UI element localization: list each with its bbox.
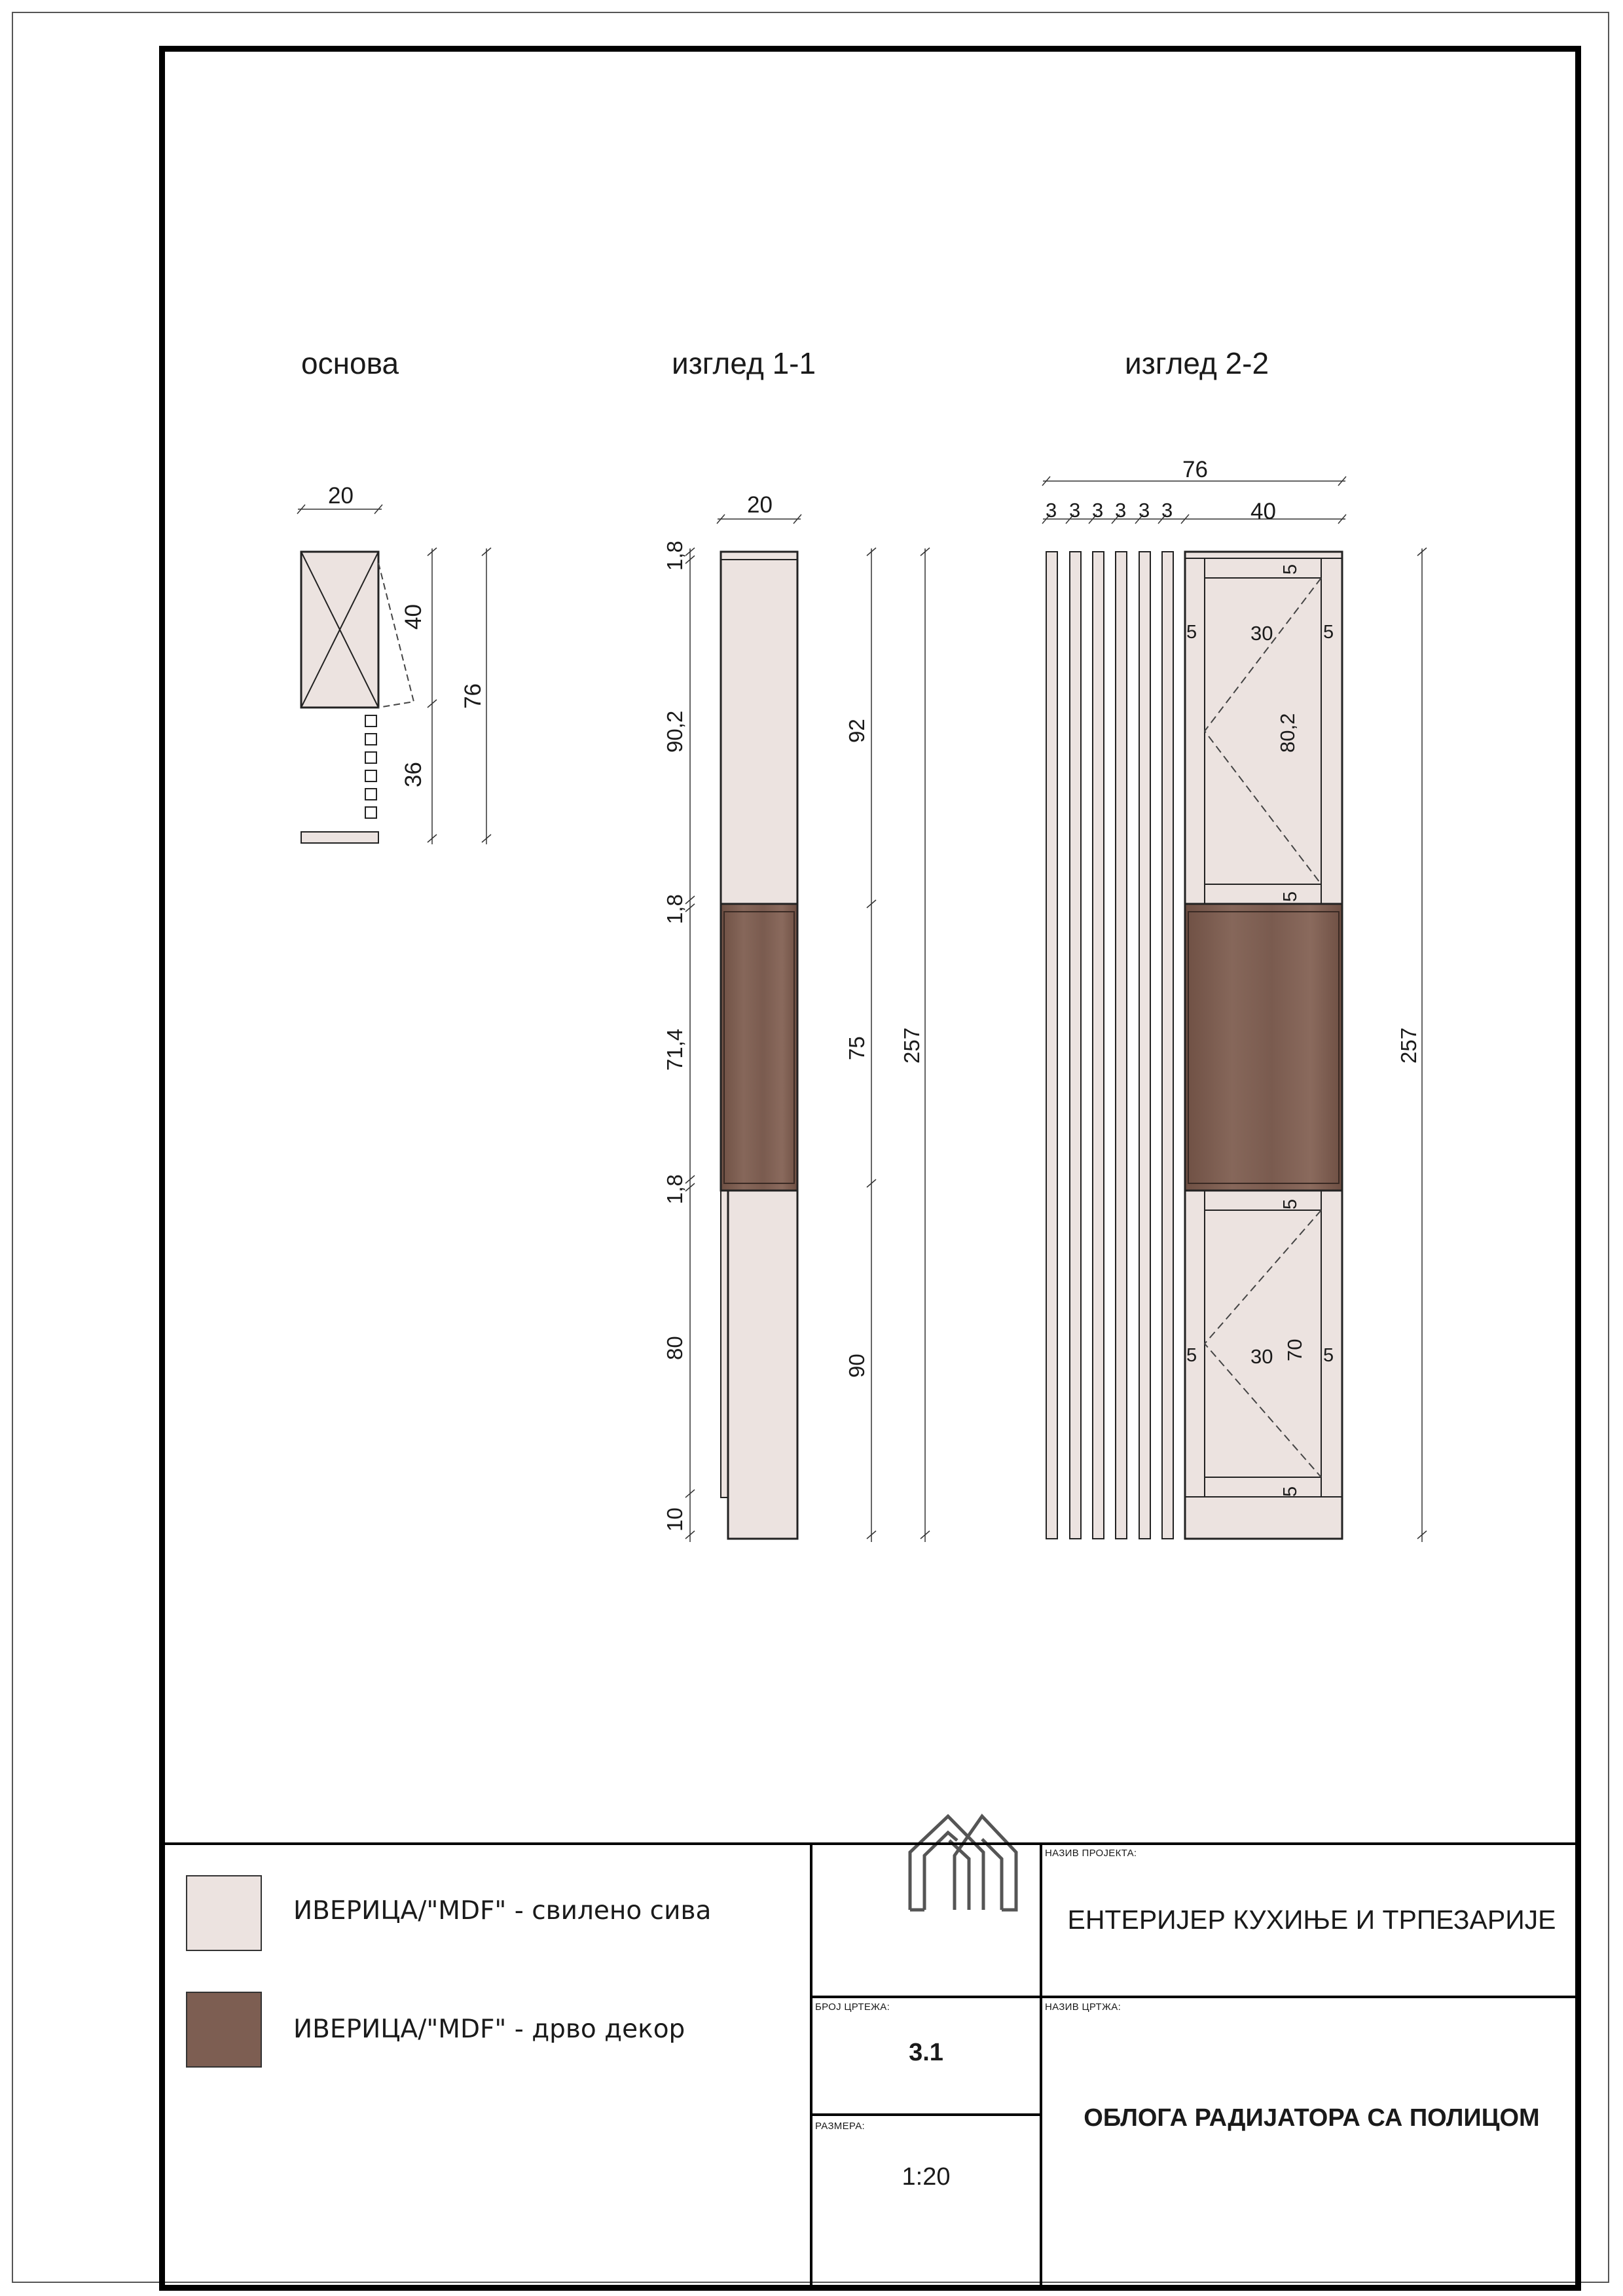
elev2-dim-upper-height: 80,2 — [1276, 713, 1299, 753]
project-name-label: НАЗИВ ПРОЈЕКТА: — [1045, 1848, 1137, 1859]
plan-dim-lower: 36 — [401, 762, 426, 787]
elev2-slats — [1046, 552, 1173, 1539]
elev2-dim-lower-inner: 30 — [1250, 1345, 1273, 1368]
elev2-dim-slat-4: 3 — [1115, 499, 1127, 522]
drawing-number: 3.1 — [909, 2039, 943, 2066]
elev2-dim-cabinet-width: 40 — [1250, 499, 1276, 524]
legend-label-wood: ИВЕРИЦА/"MDF" - дрво декор — [293, 2015, 685, 2044]
elev2-dim-slat-2: 3 — [1069, 499, 1081, 522]
elev2-dim-slat-6: 3 — [1161, 499, 1173, 522]
elev2-dim-upper-rail: 5 — [1280, 564, 1301, 575]
elev2-dim-lower-height: 70 — [1283, 1338, 1306, 1361]
elev2-dim-slat-1: 3 — [1046, 499, 1057, 522]
elev2-dim-upper-bottom-rail: 5 — [1280, 891, 1301, 902]
elev1-dim-total: 257 — [900, 1027, 924, 1064]
plan-shelf — [301, 832, 378, 843]
plan-view-title: основа — [301, 346, 399, 380]
legend-label-grey: ИВЕРИЦА/"MDF" - свилено сива — [293, 1896, 712, 1926]
elev1-dim-mid-upper: 92 — [845, 719, 869, 743]
drawing-number-label: БРОЈ ЦРТЕЖА: — [815, 2001, 890, 2013]
elev1-dim-lower: 80 — [663, 1336, 687, 1360]
elev1-dim-upper: 90,2 — [663, 710, 687, 753]
elevation-1-view — [685, 514, 930, 1542]
drawing-name: ОБЛОГА РАДИЈАТОРА СА ПОЛИЦОМ — [1084, 2104, 1540, 2132]
elev1-dim-shelf: 71,4 — [663, 1028, 687, 1071]
elev2-open-shelf-wood — [1185, 904, 1342, 1191]
scale-value: 1:20 — [902, 2163, 951, 2191]
elev1-upper-panel — [721, 552, 797, 904]
elev2-dim-upper-side-right: 5 — [1323, 622, 1334, 643]
title-block-top-line — [159, 1842, 1581, 1845]
elevation-2-view — [1042, 476, 1427, 1542]
elev2-dim-lower-side-right: 5 — [1323, 1345, 1334, 1366]
elev2-dim-lower-bottom-rail: 5 — [1280, 1486, 1301, 1497]
legend-swatch-wood — [186, 1992, 262, 2068]
scale-label: РАЗМЕРА: — [815, 2121, 865, 2132]
elev2-dim-total-width: 76 — [1182, 457, 1208, 482]
title-block-row-line-2 — [810, 2113, 1042, 2116]
elevation-1-title: изглед 1-1 — [672, 346, 816, 380]
plan-dim-upper: 40 — [401, 604, 426, 630]
elev2-dim-total: 257 — [1396, 1027, 1421, 1064]
elev1-dim-top-board: 1,8 — [663, 541, 687, 571]
elev2-dim-lower-rail: 5 — [1280, 1198, 1301, 1210]
drawing-name-label: НАЗИВ ЦРТЖА: — [1045, 2001, 1122, 2013]
plan-dim-width: 20 — [328, 483, 354, 509]
elev2-dim-upper-inner: 30 — [1250, 622, 1273, 645]
elev1-dim-shelf-top: 1,8 — [663, 894, 687, 924]
elev1-middle-shelf-wood — [721, 904, 797, 1191]
elev2-dim-upper-side-left: 5 — [1186, 622, 1197, 643]
elev1-dim-shelf-bottom: 1,8 — [663, 1174, 687, 1204]
plan-door-swing — [378, 563, 414, 708]
elev1-dim-mid-lower: 90 — [845, 1354, 869, 1378]
title-block-row-line-1 — [810, 1996, 1581, 1998]
elev1-dim-width: 20 — [747, 492, 773, 518]
plan-dim-total: 76 — [460, 683, 486, 709]
elev2-dim-lower-side-left: 5 — [1186, 1345, 1197, 1366]
house-logo-icon — [910, 1816, 1016, 1910]
plan-slat-squares — [365, 715, 376, 818]
elev1-dim-plinth: 10 — [663, 1507, 687, 1532]
elev2-dim-slat-5: 3 — [1139, 499, 1150, 522]
project-name: ЕНТЕРИЈЕР КУХИЊЕ И ТРПЕЗАРИЈЕ — [1067, 1905, 1556, 1935]
elev1-dim-mid-shelf: 75 — [845, 1036, 869, 1060]
plan-view — [297, 505, 491, 844]
legend-swatch-grey — [186, 1875, 262, 1951]
elev1-lower-panel — [728, 1191, 797, 1539]
elev2-dim-slat-3: 3 — [1092, 499, 1104, 522]
elevation-2-title: изглед 2-2 — [1125, 346, 1269, 380]
